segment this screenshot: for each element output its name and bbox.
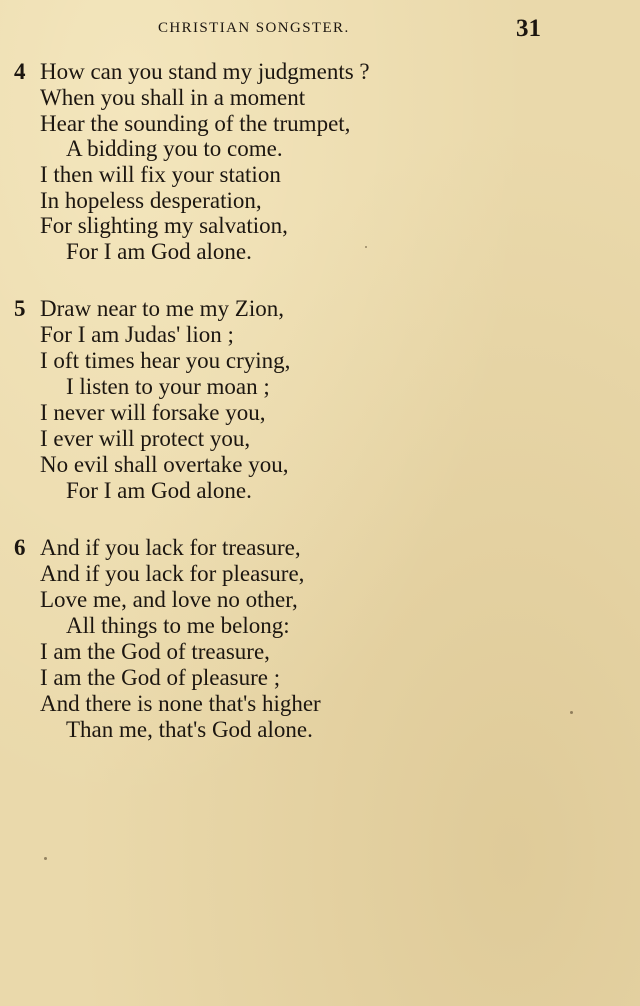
verse-line: Hear the sounding of the trumpet, xyxy=(40,111,351,136)
verse-line: For I am Judas' lion ; xyxy=(40,322,234,347)
verse-line: And there is none that's higher xyxy=(40,691,321,716)
verse-line: A bidding you to come. xyxy=(66,136,283,161)
verse-line: For slighting my salvation, xyxy=(40,213,288,238)
verse-line: All things to me belong: xyxy=(66,613,290,638)
paper-speck xyxy=(365,246,367,248)
verse-line: I never will forsake you, xyxy=(40,400,266,425)
verse-line: How can you stand my judgments ? xyxy=(40,59,370,84)
verse-number: 4 xyxy=(14,59,26,84)
paper-speck xyxy=(570,711,573,714)
verse-line: No evil shall overtake you, xyxy=(40,452,289,477)
verse-line: Than me, that's God alone. xyxy=(66,717,313,742)
verse-line: Draw near to me my Zion, xyxy=(40,296,284,321)
verse-line: When you shall in a moment xyxy=(40,85,306,110)
paper-speck xyxy=(44,857,47,860)
verse-line: In hopeless desperation, xyxy=(40,188,262,213)
verse-line: For I am God alone. xyxy=(66,478,252,503)
verse-line: I am the God of treasure, xyxy=(40,639,270,664)
verse-line: I listen to your moan ; xyxy=(66,374,270,399)
verse-line: I am the God of pleasure ; xyxy=(40,665,281,690)
running-title: CHRISTIAN SONGSTER. xyxy=(158,20,350,36)
verse-number: 6 xyxy=(14,535,26,560)
verse-line: And if you lack for treasure, xyxy=(40,535,301,560)
verse-line: I oft times hear you crying, xyxy=(40,348,291,373)
verse-line: I then will fix your station xyxy=(40,162,281,187)
verse-line: For I am God alone. xyxy=(66,239,252,264)
verse-line: And if you lack for pleasure, xyxy=(40,561,305,586)
verse-line: I ever will protect you, xyxy=(40,426,251,451)
verse-line: Love me, and love no other, xyxy=(40,587,298,612)
page-number: 31 xyxy=(516,15,541,42)
verse-number: 5 xyxy=(14,296,26,321)
